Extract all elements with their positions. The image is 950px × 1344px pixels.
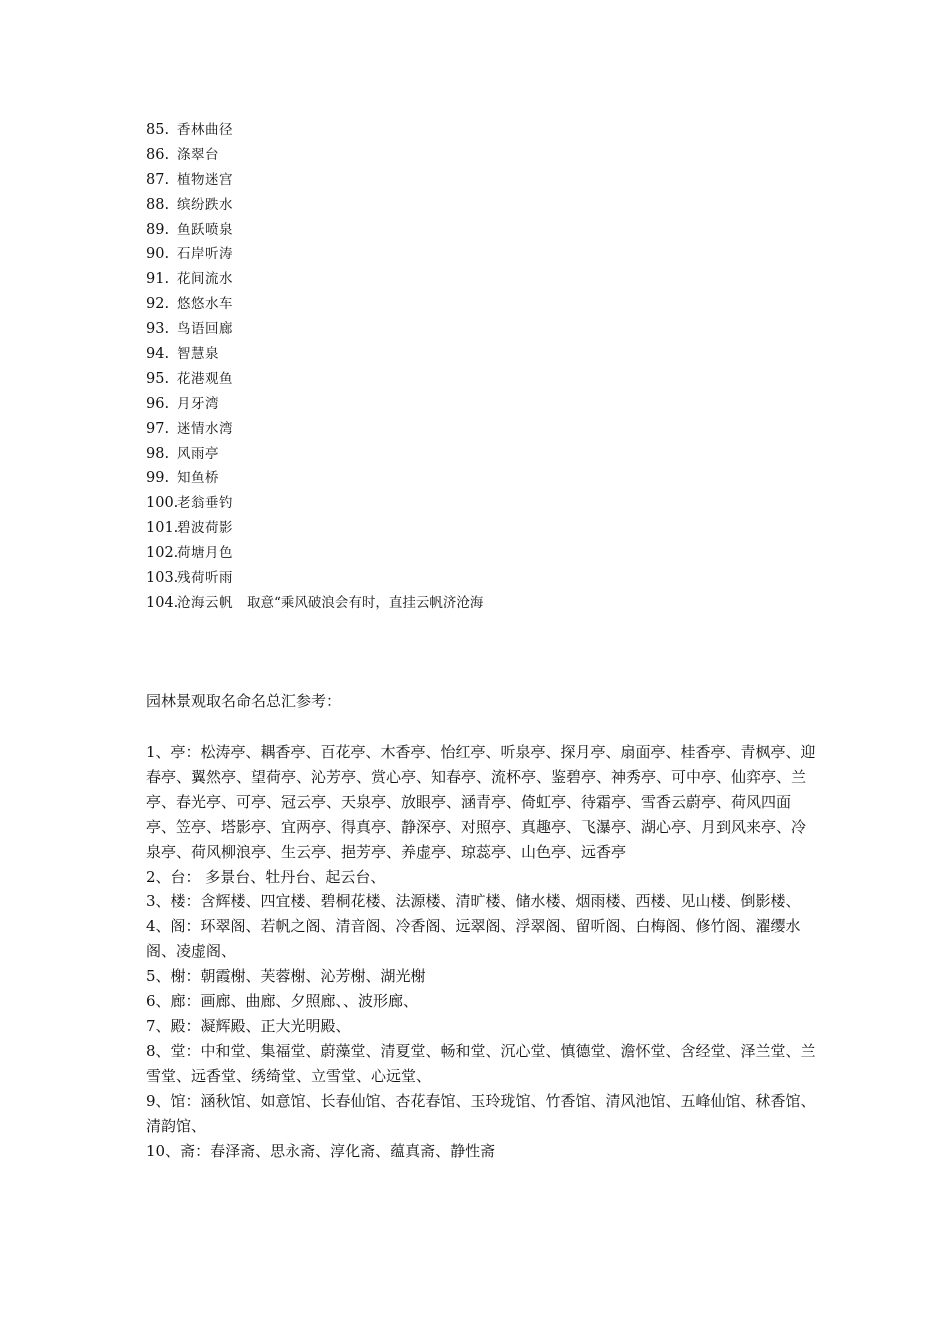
category-paragraph: 5、榭：朝霞榭、芙蓉榭、沁芳榭、湖光榭 (146, 967, 426, 986)
list-item-name: 石岸听涛 (177, 246, 233, 263)
list-item-name: 残荷听雨 (177, 570, 233, 587)
list-item (146, 342, 483, 367)
list-item-number: 97. (146, 420, 170, 437)
list-item-number: 92. (146, 296, 170, 313)
list-item (146, 242, 483, 267)
list-item-name: 碧波荷影 (177, 520, 233, 537)
category-paragraph: 1、亭：松涛亭、耦香亭、百花亭、木香亭、怡红亭、听泉亭、探月亭、扇面亭、桂香亭、青枫亭、迎春亭、翼然亭、望荷亭、沁芳亭、赏心亭、知春亭、流杯亭、鉴碧亭、神秀亭、可中亭、仙弈亭、兰亭、春光亭、可亭、冠云亭、天泉亭、放眼亭、涵青亭、倚虹亭、待霜亭、雪香云蔚亭、荷风四面亭、笠亭、塔影亭、宜两亭、得真亭、静深亭、对照亭、真趣亭、飞瀑亭、湖心亭、月到风来亭、冷泉亭、荷风柳浪亭、生云亭、挹芳亭、养虚亭、琼蕊亭、山色亭、远香亭 (146, 743, 816, 861)
list-item-name: 花港观鱼 (177, 370, 233, 387)
list-item-name: 涤翠台 (177, 146, 219, 163)
section-title: 园林景观取名命名总汇参考： (146, 692, 342, 710)
list-item-name: 老翁垂钓 (177, 495, 233, 512)
list-item-number: 85. (146, 122, 170, 138)
category-paragraph: 2、台： 多景台、牡丹台、起云台、 (146, 867, 386, 886)
list-item (146, 516, 483, 541)
list-item-number: 89. (146, 221, 170, 238)
list-item (146, 218, 483, 243)
list-item-name: 月牙湾 (177, 395, 219, 412)
list-item-name: 香林曲径 (177, 122, 233, 138)
category-paragraph: 4、阁：环翠阁、若帆之阁、清音阁、冷香阁、远翠阁、浮翠阁、留听阁、白梅阁、修竹阁、濯缨水阁、凌虚阁、 (146, 917, 801, 961)
list-item (146, 466, 483, 491)
list-item-number: 102. (146, 545, 179, 562)
list-item (146, 491, 483, 516)
category-paragraph: 7、殿：凝辉殿、正大光明殿、 (146, 1016, 351, 1035)
list-item-number: 87. (146, 171, 170, 188)
list-item-name: 植物迷宫 (177, 171, 233, 188)
list-item (146, 317, 483, 342)
list-item-name: 沧海云帆 (177, 594, 233, 611)
list-item (146, 392, 483, 417)
list-item (146, 417, 483, 442)
list-item (146, 591, 483, 616)
list-item-number: 93. (146, 321, 170, 338)
list-item-number: 104. (146, 594, 179, 611)
list-item-name: 迷情水湾 (177, 420, 233, 437)
list-item (146, 193, 483, 218)
list-item (146, 118, 483, 143)
category-paragraph: 6、廊：画廊、曲廊、夕照廊、、波形廊、 (146, 992, 419, 1011)
list-item-number: 99. (146, 470, 170, 487)
list-item (146, 267, 483, 292)
list-item-name: 鱼跃喷泉 (177, 221, 233, 238)
list-item-name: 悠悠水车 (177, 296, 233, 313)
list-item-note: 取意“乘风破浪会有时，直挂云帆济沧海 (247, 594, 484, 611)
list-item-name: 花间流水 (177, 271, 233, 288)
category-paragraph: 9、馆：涵秋馆、如意馆、长春仙馆、杏花春馆、玉玲珑馆、竹香馆、清风池馆、五峰仙馆、秫香馆、清韵馆、 (146, 1091, 816, 1135)
list-item-name: 风雨亭 (177, 445, 219, 462)
list-item (146, 143, 483, 168)
list-item (146, 566, 483, 591)
list-item-name: 鸟语回廊 (177, 321, 233, 338)
category-paragraph: 3、楼：含辉楼、四宜楼、碧桐花楼、法源楼、清旷楼、储水楼、烟雨楼、西楼、见山楼、倒影楼、 (146, 892, 801, 911)
list-item-number: 98. (146, 445, 170, 462)
category-list (146, 740, 816, 1163)
list-item-number: 90. (146, 246, 170, 263)
list-item-name: 荷塘月色 (177, 545, 233, 562)
list-item-number: 86. (146, 146, 170, 163)
landscape-name-list (146, 118, 483, 616)
list-item (146, 541, 483, 566)
list-item-number: 101. (146, 520, 179, 537)
list-item-number: 100. (146, 495, 179, 512)
list-item-number: 91. (146, 271, 170, 288)
list-item (146, 292, 483, 317)
list-item-number: 94. (146, 346, 170, 363)
list-item-number: 88. (146, 196, 170, 213)
list-item-number: 95. (146, 370, 170, 387)
list-item-name: 知鱼桥 (177, 470, 219, 487)
list-item-number: 96. (146, 395, 170, 412)
list-item (146, 367, 483, 392)
list-item (146, 442, 483, 467)
list-item-name: 缤纷跌水 (177, 196, 233, 213)
list-item-number: 103. (146, 570, 179, 587)
category-paragraph: 8、堂：中和堂、集福堂、蔚藻堂、清夏堂、畅和堂、沉心堂、慎德堂、澹怀堂、含经堂、泽兰堂、兰雪堂、远香堂、绣绮堂、立雪堂、心远堂、 (146, 1041, 816, 1085)
list-item (146, 168, 483, 193)
list-item-name: 智慧泉 (177, 346, 219, 363)
category-paragraph: 10、斋：春泽斋、思永斋、淳化斋、蕴真斋、静性斋 (146, 1141, 496, 1160)
